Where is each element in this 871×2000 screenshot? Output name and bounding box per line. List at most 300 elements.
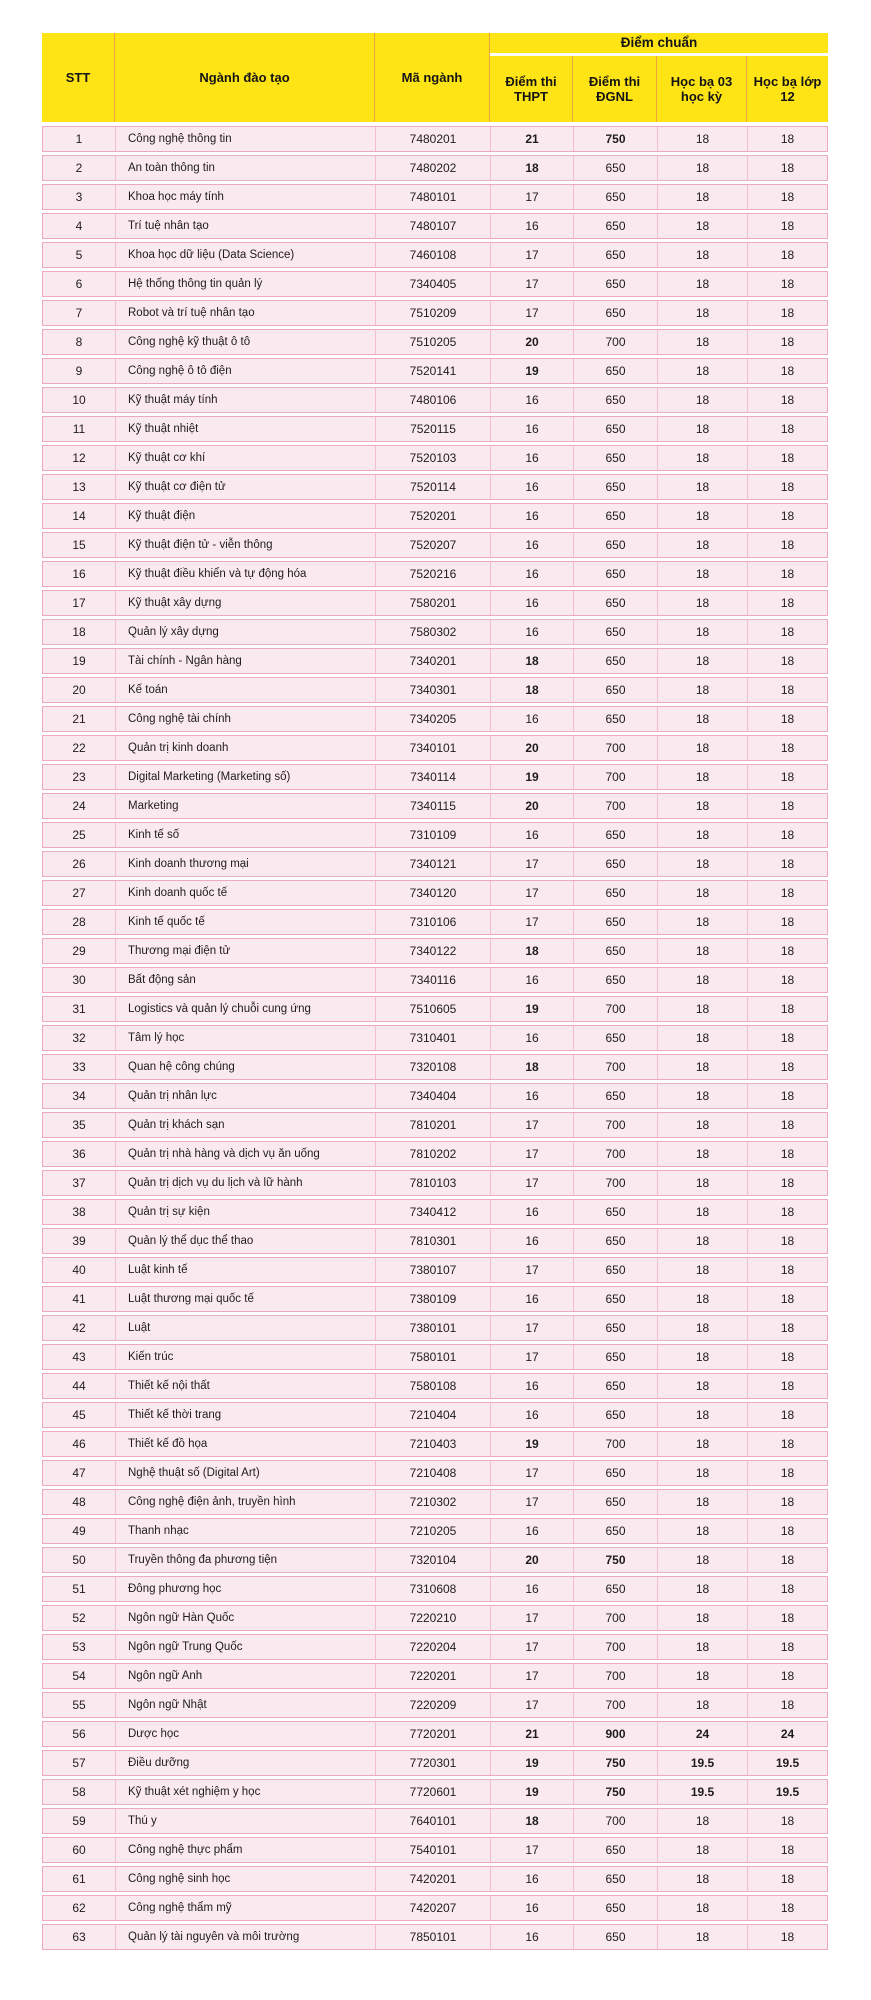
dgnl-score-cell: 650: [574, 678, 658, 702]
hocba-grade12-cell: 18: [780, 364, 795, 378]
hocba-3sem-cell: 18: [658, 939, 748, 963]
table-row: [42, 1576, 828, 1602]
hocba-3sem-cell: 18: [658, 1548, 748, 1572]
hocba-3sem-cell: 18: [658, 243, 748, 267]
hocba-grade12-cell: 18: [780, 1031, 795, 1045]
table-row: [42, 329, 828, 355]
major-name-cell: Kinh doanh quốc tế: [116, 881, 376, 905]
hocba-3sem-cell: 18: [658, 1113, 748, 1137]
major-code-cell: 7340121: [376, 852, 491, 876]
major-code-cell: 7480107: [376, 214, 491, 238]
thpt-score-cell: 17: [491, 185, 574, 209]
dgnl-score-cell: 700: [574, 330, 658, 354]
table-row: [42, 1866, 828, 1892]
major-code-cell: 7310401: [376, 1026, 491, 1050]
major-name-cell: Quản trị nhân lực: [116, 1084, 376, 1108]
major-code-cell: 7520114: [376, 475, 491, 499]
hocba-3sem-cell: 18: [658, 388, 748, 412]
hocba-3sem-cell: 18: [658, 736, 748, 760]
stt-cell: 6: [43, 272, 116, 296]
hocba-grade12-cell: 18: [780, 770, 795, 784]
hocba-3sem-cell: 18: [658, 533, 748, 557]
major-code-cell: 7420207: [376, 1896, 491, 1920]
hocba-grade12-cell: 18: [780, 335, 795, 349]
hocba-3sem-cell: 18: [658, 1867, 748, 1891]
hocba-grade12-cell: 18: [780, 1263, 795, 1277]
stt-cell: 30: [43, 968, 116, 992]
thpt-score-cell: 18: [491, 156, 574, 180]
major-name-cell: Công nghệ ô tô điện: [116, 359, 376, 383]
major-name-cell: Kỹ thuật cơ khí: [116, 446, 376, 470]
major-name-cell: Digital Marketing (Marketing số): [116, 765, 376, 789]
hocba-3sem-cell: 18: [658, 301, 748, 325]
major-code-cell: 7380101: [376, 1316, 491, 1340]
hocba-grade12-cell: 18: [780, 248, 795, 262]
dgnl-score-cell: 700: [574, 997, 658, 1021]
dgnl-score-cell: 650: [574, 1229, 658, 1253]
hocba-3sem-cell: 18: [658, 330, 748, 354]
thpt-score-cell: 21: [491, 127, 574, 151]
dgnl-score-cell: 650: [574, 562, 658, 586]
thpt-score-cell: 16: [491, 1519, 574, 1543]
major-code-cell: 7580101: [376, 1345, 491, 1369]
table-header: [42, 33, 828, 122]
hocba-3sem-cell: 18: [658, 794, 748, 818]
major-name-cell: Công nghệ điện ảnh, truyền hình: [116, 1490, 376, 1514]
thpt-score-cell: 17: [491, 1664, 574, 1688]
table-row: [42, 1141, 828, 1167]
score-table-body: [42, 126, 828, 1950]
major-name-cell: Quản lý xây dựng: [116, 620, 376, 644]
major-name-cell: Thương mại điện tử: [116, 939, 376, 963]
major-name-cell: Thú y: [116, 1809, 376, 1833]
dgnl-score-cell: 650: [574, 591, 658, 615]
table-row: [42, 1344, 828, 1370]
stt-cell: 50: [43, 1548, 116, 1572]
header-major-name: Ngành đào tạo: [115, 33, 375, 122]
dgnl-score-cell: 750: [574, 1548, 658, 1572]
table-row: [42, 1895, 828, 1921]
major-code-cell: 7580302: [376, 620, 491, 644]
hocba-grade12-cell: 18: [780, 1437, 795, 1451]
hocba-3sem-cell: 18: [658, 1838, 748, 1862]
dgnl-score-cell: 650: [574, 243, 658, 267]
thpt-score-cell: 16: [491, 620, 574, 644]
thpt-score-cell: 17: [491, 1838, 574, 1862]
dgnl-score-cell: 650: [574, 1258, 658, 1282]
stt-cell: 15: [43, 533, 116, 557]
major-code-cell: 7420201: [376, 1867, 491, 1891]
hocba-grade12-cell: 18: [780, 1350, 795, 1364]
major-name-cell: Trí tuệ nhân tạo: [116, 214, 376, 238]
thpt-score-cell: 20: [491, 736, 574, 760]
hocba-grade12-cell: 18: [780, 538, 795, 552]
hocba-grade12-cell: 18: [780, 1872, 795, 1886]
major-name-cell: Bất động sản: [116, 968, 376, 992]
stt-cell: 27: [43, 881, 116, 905]
hocba-grade12-cell: 18: [780, 1408, 795, 1422]
table-row: [42, 1228, 828, 1254]
major-name-cell: Khoa học máy tính: [116, 185, 376, 209]
major-name-cell: Hệ thống thông tin quản lý: [116, 272, 376, 296]
dgnl-score-cell: 650: [574, 504, 658, 528]
major-code-cell: 7220209: [376, 1693, 491, 1717]
hocba-3sem-cell: 18: [658, 1577, 748, 1601]
dgnl-score-cell: 650: [574, 968, 658, 992]
table-row: [42, 1779, 828, 1805]
header-score-group: Điểm chuẩn: [490, 33, 828, 53]
thpt-score-cell: 16: [491, 475, 574, 499]
hocba-3sem-cell: 18: [658, 881, 748, 905]
table-row: [42, 851, 828, 877]
table-row: [42, 1286, 828, 1312]
major-code-cell: 7210403: [376, 1432, 491, 1456]
hocba-grade12-cell: 18: [780, 828, 795, 842]
dgnl-score-cell: 650: [574, 417, 658, 441]
hocba-3sem-cell: 18: [658, 1809, 748, 1833]
table-row: [42, 1373, 828, 1399]
stt-cell: 39: [43, 1229, 116, 1253]
stt-cell: 10: [43, 388, 116, 412]
major-code-cell: 7340101: [376, 736, 491, 760]
stt-cell: 13: [43, 475, 116, 499]
table-row: [42, 1605, 828, 1631]
dgnl-score-cell: 700: [574, 1055, 658, 1079]
hocba-grade12-cell: 18: [780, 596, 795, 610]
table-row: [42, 764, 828, 790]
stt-cell: 59: [43, 1809, 116, 1833]
header-stt: STT: [42, 33, 115, 122]
header-thpt-score: Điểm thi THPT: [490, 56, 573, 122]
stt-cell: 38: [43, 1200, 116, 1224]
hocba-grade12-cell: 18: [780, 1669, 795, 1683]
thpt-score-cell: 19: [491, 997, 574, 1021]
table-row: [42, 155, 828, 181]
major-code-cell: 7340201: [376, 649, 491, 673]
hocba-3sem-cell: 18: [658, 417, 748, 441]
major-code-cell: 7210302: [376, 1490, 491, 1514]
hocba-grade12-cell: 18: [780, 712, 795, 726]
hocba-grade12-cell: 18: [780, 161, 795, 175]
dgnl-score-cell: 900: [574, 1722, 658, 1746]
stt-cell: 56: [43, 1722, 116, 1746]
hocba-grade12-cell: 18: [780, 1205, 795, 1219]
hocba-grade12-cell: 18: [780, 886, 795, 900]
stt-cell: 49: [43, 1519, 116, 1543]
dgnl-score-cell: 650: [574, 156, 658, 180]
thpt-score-cell: 18: [491, 939, 574, 963]
major-code-cell: 7460108: [376, 243, 491, 267]
major-name-cell: Kỹ thuật điện: [116, 504, 376, 528]
hocba-grade12-cell: 18: [780, 1640, 795, 1654]
hocba-3sem-cell: 18: [658, 562, 748, 586]
thpt-score-cell: 17: [491, 1142, 574, 1166]
stt-cell: 54: [43, 1664, 116, 1688]
thpt-score-cell: 17: [491, 1113, 574, 1137]
major-code-cell: 7480106: [376, 388, 491, 412]
hocba-grade12-cell: 18: [780, 625, 795, 639]
major-name-cell: Kỹ thuật cơ điện tử: [116, 475, 376, 499]
table-row: [42, 1315, 828, 1341]
table-row: [42, 358, 828, 384]
table-row: [42, 1750, 828, 1776]
hocba-3sem-cell: 18: [658, 446, 748, 470]
dgnl-score-cell: 650: [574, 1345, 658, 1369]
thpt-score-cell: 18: [491, 1809, 574, 1833]
major-code-cell: 7380107: [376, 1258, 491, 1282]
major-code-cell: 7480202: [376, 156, 491, 180]
hocba-3sem-cell: 18: [658, 649, 748, 673]
thpt-score-cell: 19: [491, 1751, 574, 1775]
hocba-3sem-cell: 18: [658, 1258, 748, 1282]
table-row: [42, 1924, 828, 1950]
stt-cell: 31: [43, 997, 116, 1021]
hocba-grade12-cell: 18: [780, 1553, 795, 1567]
major-name-cell: Luật: [116, 1316, 376, 1340]
thpt-score-cell: 17: [491, 1345, 574, 1369]
major-name-cell: Thiết kế nội thất: [116, 1374, 376, 1398]
stt-cell: 8: [43, 330, 116, 354]
table-row: [42, 1489, 828, 1515]
thpt-score-cell: 17: [491, 1606, 574, 1630]
hocba-grade12-cell: 18: [780, 132, 795, 146]
major-code-cell: 7340116: [376, 968, 491, 992]
dgnl-score-cell: 650: [574, 1519, 658, 1543]
table-row: [42, 242, 828, 268]
admission-scores-table: [42, 33, 828, 1953]
dgnl-score-cell: 650: [574, 881, 658, 905]
major-code-cell: 7340114: [376, 765, 491, 789]
major-name-cell: Kỹ thuật điều khiển và tự động hóa: [116, 562, 376, 586]
dgnl-score-cell: 650: [574, 1490, 658, 1514]
dgnl-score-cell: 650: [574, 475, 658, 499]
table-row: [42, 1721, 828, 1747]
major-name-cell: Thiết kế thời trang: [116, 1403, 376, 1427]
hocba-grade12-cell: 18: [780, 219, 795, 233]
dgnl-score-cell: 650: [574, 707, 658, 731]
hocba-3sem-cell: 18: [658, 1635, 748, 1659]
hocba-3sem-cell: 18: [658, 1693, 748, 1717]
major-name-cell: Nghệ thuật số (Digital Art): [116, 1461, 376, 1485]
major-name-cell: Ngôn ngữ Nhật: [116, 1693, 376, 1717]
dgnl-score-cell: 700: [574, 1113, 658, 1137]
hocba-grade12-cell: 18: [780, 509, 795, 523]
major-code-cell: 7510605: [376, 997, 491, 1021]
table-row: [42, 271, 828, 297]
table-row: [42, 677, 828, 703]
dgnl-score-cell: 750: [574, 127, 658, 151]
hocba-grade12-cell: 18: [780, 277, 795, 291]
major-name-cell: Quản trị sự kiện: [116, 1200, 376, 1224]
major-code-cell: 7340404: [376, 1084, 491, 1108]
table-row: [42, 1460, 828, 1486]
hocba-grade12-cell: 18: [780, 1379, 795, 1393]
hocba-grade12-cell: 18: [780, 1843, 795, 1857]
major-code-cell: 7720201: [376, 1722, 491, 1746]
thpt-score-cell: 16: [491, 1403, 574, 1427]
stt-cell: 36: [43, 1142, 116, 1166]
hocba-grade12-cell: 18: [780, 799, 795, 813]
hocba-grade12-cell: 18: [780, 422, 795, 436]
stt-cell: 57: [43, 1751, 116, 1775]
major-code-cell: 7640101: [376, 1809, 491, 1833]
table-row: [42, 938, 828, 964]
dgnl-score-cell: 650: [574, 359, 658, 383]
table-row: [42, 619, 828, 645]
major-name-cell: Thiết kế đồ họa: [116, 1432, 376, 1456]
major-name-cell: Ngôn ngữ Trung Quốc: [116, 1635, 376, 1659]
dgnl-score-cell: 700: [574, 794, 658, 818]
thpt-score-cell: 16: [491, 968, 574, 992]
thpt-score-cell: 20: [491, 794, 574, 818]
hocba-3sem-cell: 18: [658, 852, 748, 876]
major-code-cell: 7810202: [376, 1142, 491, 1166]
major-code-cell: 7380109: [376, 1287, 491, 1311]
hocba-grade12-cell: 18: [780, 1814, 795, 1828]
major-code-cell: 7340122: [376, 939, 491, 963]
major-name-cell: Công nghệ sinh học: [116, 1867, 376, 1891]
dgnl-score-cell: 700: [574, 1432, 658, 1456]
table-row: [42, 387, 828, 413]
dgnl-score-cell: 650: [574, 649, 658, 673]
thpt-score-cell: 16: [491, 707, 574, 731]
hocba-3sem-cell: 18: [658, 765, 748, 789]
hocba-grade12-cell: 18: [780, 1089, 795, 1103]
hocba-3sem-cell: 18: [658, 823, 748, 847]
hocba-grade12-cell: 18: [780, 1495, 795, 1509]
stt-cell: 5: [43, 243, 116, 267]
table-row: [42, 1054, 828, 1080]
major-name-cell: Ngôn ngữ Hàn Quốc: [116, 1606, 376, 1630]
dgnl-score-cell: 650: [574, 272, 658, 296]
major-name-cell: Quản trị khách sạn: [116, 1113, 376, 1137]
table-row: [42, 967, 828, 993]
stt-cell: 34: [43, 1084, 116, 1108]
hocba-grade12-cell: 18: [780, 1176, 795, 1190]
hocba-grade12-cell: 18: [780, 306, 795, 320]
hocba-3sem-cell: 18: [658, 997, 748, 1021]
dgnl-score-cell: 650: [574, 533, 658, 557]
thpt-score-cell: 17: [491, 1693, 574, 1717]
thpt-score-cell: 16: [491, 1925, 574, 1949]
dgnl-score-cell: 650: [574, 620, 658, 644]
stt-cell: 28: [43, 910, 116, 934]
hocba-grade12-cell: 18: [780, 1292, 795, 1306]
thpt-score-cell: 20: [491, 330, 574, 354]
major-name-cell: Kỹ thuật máy tính: [116, 388, 376, 412]
table-row: [42, 416, 828, 442]
table-row: [42, 1112, 828, 1138]
stt-cell: 55: [43, 1693, 116, 1717]
major-name-cell: Kỹ thuật điện tử - viễn thông: [116, 533, 376, 557]
major-name-cell: Kinh doanh thương mại: [116, 852, 376, 876]
hocba-grade12-cell: 18: [780, 1698, 795, 1712]
table-row: [42, 300, 828, 326]
hocba-3sem-cell: 18: [658, 1055, 748, 1079]
stt-cell: 60: [43, 1838, 116, 1862]
dgnl-score-cell: 650: [574, 1200, 658, 1224]
stt-cell: 3: [43, 185, 116, 209]
hocba-grade12-cell: 19.5: [775, 1785, 800, 1799]
stt-cell: 51: [43, 1577, 116, 1601]
stt-cell: 17: [43, 591, 116, 615]
thpt-score-cell: 19: [491, 765, 574, 789]
major-code-cell: 7220210: [376, 1606, 491, 1630]
stt-cell: 42: [43, 1316, 116, 1340]
thpt-score-cell: 17: [491, 1490, 574, 1514]
thpt-score-cell: 17: [491, 1171, 574, 1195]
thpt-score-cell: 16: [491, 1026, 574, 1050]
major-code-cell: 7580201: [376, 591, 491, 615]
hocba-3sem-cell: 18: [658, 1925, 748, 1949]
dgnl-score-cell: 700: [574, 1606, 658, 1630]
hocba-grade12-cell: 18: [780, 480, 795, 494]
table-row: [42, 590, 828, 616]
hocba-3sem-cell: 18: [658, 504, 748, 528]
table-row: [42, 503, 828, 529]
stt-cell: 37: [43, 1171, 116, 1195]
major-name-cell: Kinh tế số: [116, 823, 376, 847]
hocba-3sem-cell: 18: [658, 1142, 748, 1166]
dgnl-score-cell: 650: [574, 1925, 658, 1949]
major-name-cell: Quan hệ công chúng: [116, 1055, 376, 1079]
thpt-score-cell: 18: [491, 1055, 574, 1079]
stt-cell: 29: [43, 939, 116, 963]
thpt-score-cell: 17: [491, 1316, 574, 1340]
dgnl-score-cell: 650: [574, 1838, 658, 1862]
hocba-3sem-cell: 18: [658, 1171, 748, 1195]
dgnl-score-cell: 650: [574, 910, 658, 934]
table-row: [42, 1402, 828, 1428]
table-row: [42, 1808, 828, 1834]
table-row: [42, 445, 828, 471]
dgnl-score-cell: 700: [574, 1635, 658, 1659]
hocba-3sem-cell: 19.5: [658, 1751, 748, 1775]
table-row: [42, 1837, 828, 1863]
major-code-cell: 7520201: [376, 504, 491, 528]
hocba-3sem-cell: 18: [658, 156, 748, 180]
dgnl-score-cell: 650: [574, 1026, 658, 1050]
stt-cell: 2: [43, 156, 116, 180]
hocba-3sem-cell: 18: [658, 678, 748, 702]
major-code-cell: 7520141: [376, 359, 491, 383]
major-code-cell: 7520216: [376, 562, 491, 586]
table-row: [42, 1518, 828, 1544]
table-row: [42, 996, 828, 1022]
hocba-grade12-cell: 18: [780, 393, 795, 407]
stt-cell: 14: [43, 504, 116, 528]
major-name-cell: Logistics và quản lý chuỗi cung ứng: [116, 997, 376, 1021]
hocba-grade12-cell: 18: [780, 1466, 795, 1480]
major-code-cell: 7340205: [376, 707, 491, 731]
major-code-cell: 7720301: [376, 1751, 491, 1775]
table-row: [42, 1634, 828, 1660]
dgnl-score-cell: 650: [574, 1896, 658, 1920]
major-name-cell: Dược học: [116, 1722, 376, 1746]
major-name-cell: Ngôn ngữ Anh: [116, 1664, 376, 1688]
thpt-score-cell: 18: [491, 678, 574, 702]
thpt-score-cell: 16: [491, 446, 574, 470]
thpt-score-cell: 16: [491, 504, 574, 528]
major-code-cell: 7480101: [376, 185, 491, 209]
thpt-score-cell: 17: [491, 1461, 574, 1485]
major-name-cell: Công nghệ thực phẩm: [116, 1838, 376, 1862]
major-code-cell: 7480201: [376, 127, 491, 151]
major-code-cell: 7340120: [376, 881, 491, 905]
table-row: [42, 1431, 828, 1457]
major-code-cell: 7210205: [376, 1519, 491, 1543]
major-code-cell: 7310109: [376, 823, 491, 847]
